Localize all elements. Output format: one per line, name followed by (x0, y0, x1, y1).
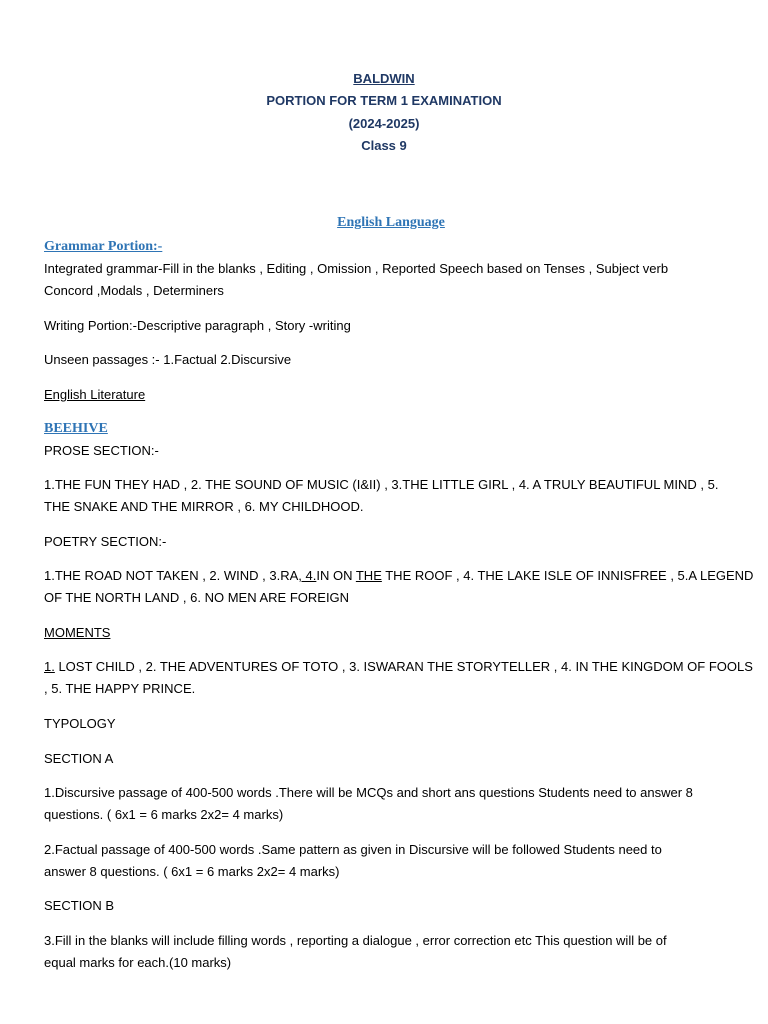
section-b-q3-line-1: 3.Fill in the blanks will include filling words , reporting a dialogue , error correction etc This question will be of (44, 933, 667, 948)
writing-portion (44, 315, 744, 337)
section-b-q3-line-2: equal marks for each.(10 marks) (44, 955, 232, 970)
moments-line-1-num: 1. (44, 659, 55, 674)
grammar-text (44, 258, 744, 302)
poetry-line-1-part-b: , 4. (298, 568, 317, 583)
english-literature-heading: English Literature (44, 387, 146, 402)
section-b-q3 (44, 930, 744, 974)
grammar-section (44, 238, 744, 256)
prose-heading-block (44, 440, 744, 462)
section-a-q2-line-2: answer 8 questions. ( 6x1 = 6 marks 2x2= 4 marks) (44, 864, 340, 879)
grammar-line-2: Concord ,Modals , Determiners (44, 283, 224, 298)
unseen-passages (44, 349, 744, 371)
document-header (0, 68, 768, 157)
english-language-heading: English Language (337, 215, 445, 230)
grammar-heading: Grammar Portion:- (44, 239, 163, 254)
poetry-line-1 (44, 565, 754, 587)
section-a-q1-line-1: 1.Discursive passage of 400-500 words .There will be MCQs and short ans questions Students need to answer 8 (44, 785, 693, 800)
poetry-list (44, 565, 754, 609)
poetry-heading-block (44, 531, 744, 553)
section-b-heading-block (44, 895, 744, 917)
school-name: BALDWIN (353, 71, 415, 86)
prose-line-2: THE SNAKE AND THE MIRROR , 6. MY CHILDHOOD. (44, 499, 364, 514)
beehive-heading: BEEHIVE (44, 421, 108, 436)
writing-portion-text: Writing Portion:-Descriptive paragraph , Story -writing (44, 318, 351, 333)
section-a-q2-line-1: 2.Factual passage of 400-500 words .Same pattern as given in Discursive will be followed Students need to (44, 842, 662, 857)
beehive-section (44, 420, 744, 438)
class-label: Class 9 (361, 137, 407, 153)
section-a-heading: SECTION A (44, 751, 114, 766)
poetry-heading: POETRY SECTION:- (44, 534, 167, 549)
moments-heading: MOMENTS (44, 625, 111, 640)
moments-line-1-rest: LOST CHILD , 2. THE ADVENTURES OF TOTO , 3. ISWARAN THE STORYTELLER , 4. IN THE KINGDOM OF FOOLS (54, 659, 753, 674)
unseen-passages-text: Unseen passages :- 1.Factual 2.Discursive (44, 352, 292, 367)
moments-heading-block (44, 622, 744, 644)
typology-block (44, 713, 744, 735)
exam-title: PORTION FOR TERM 1 EXAMINATION (266, 93, 502, 109)
section-b-heading: SECTION B (44, 898, 115, 913)
section-a-heading-block (44, 748, 744, 770)
typology-heading: TYPOLOGY (44, 716, 116, 731)
section-a-q1 (44, 782, 744, 826)
moments-line-1 (44, 656, 753, 678)
english-literature (44, 384, 744, 406)
poetry-line-2: OF THE NORTH LAND , 6. NO MEN ARE FOREIGN (44, 590, 350, 605)
academic-year: (2024-2025) (348, 115, 420, 131)
poetry-line-1-part-c: IN ON (316, 568, 356, 583)
poetry-line-1-part-e: THE ROOF , 4. THE LAKE ISLE OF INNISFREE , 5.A LEGEND (381, 568, 754, 583)
moments-list (44, 656, 753, 700)
poetry-line-1-part-a: 1.THE ROAD NOT TAKEN , 2. WIND , 3.RA (44, 568, 299, 583)
section-a-q1-line-2: questions. ( 6x1 = 6 marks 2x2= 4 marks) (44, 807, 284, 822)
prose-heading: PROSE SECTION:- (44, 443, 159, 458)
moments-line-2: , 5. THE HAPPY PRINCE. (44, 681, 196, 696)
prose-list (44, 474, 744, 518)
section-a-q2 (44, 839, 744, 883)
poetry-line-1-part-d: THE (355, 568, 382, 583)
grammar-line-1: Integrated grammar-Fill in the blanks , Editing , Omission , Reported Speech based on Tenses , Subject verb (44, 261, 669, 276)
prose-line-1: 1.THE FUN THEY HAD , 2. THE SOUND OF MUSIC (I&II) , 3.THE LITTLE GIRL , 4. A TRULY BEAUTIFUL MIND , 5. (44, 477, 719, 492)
